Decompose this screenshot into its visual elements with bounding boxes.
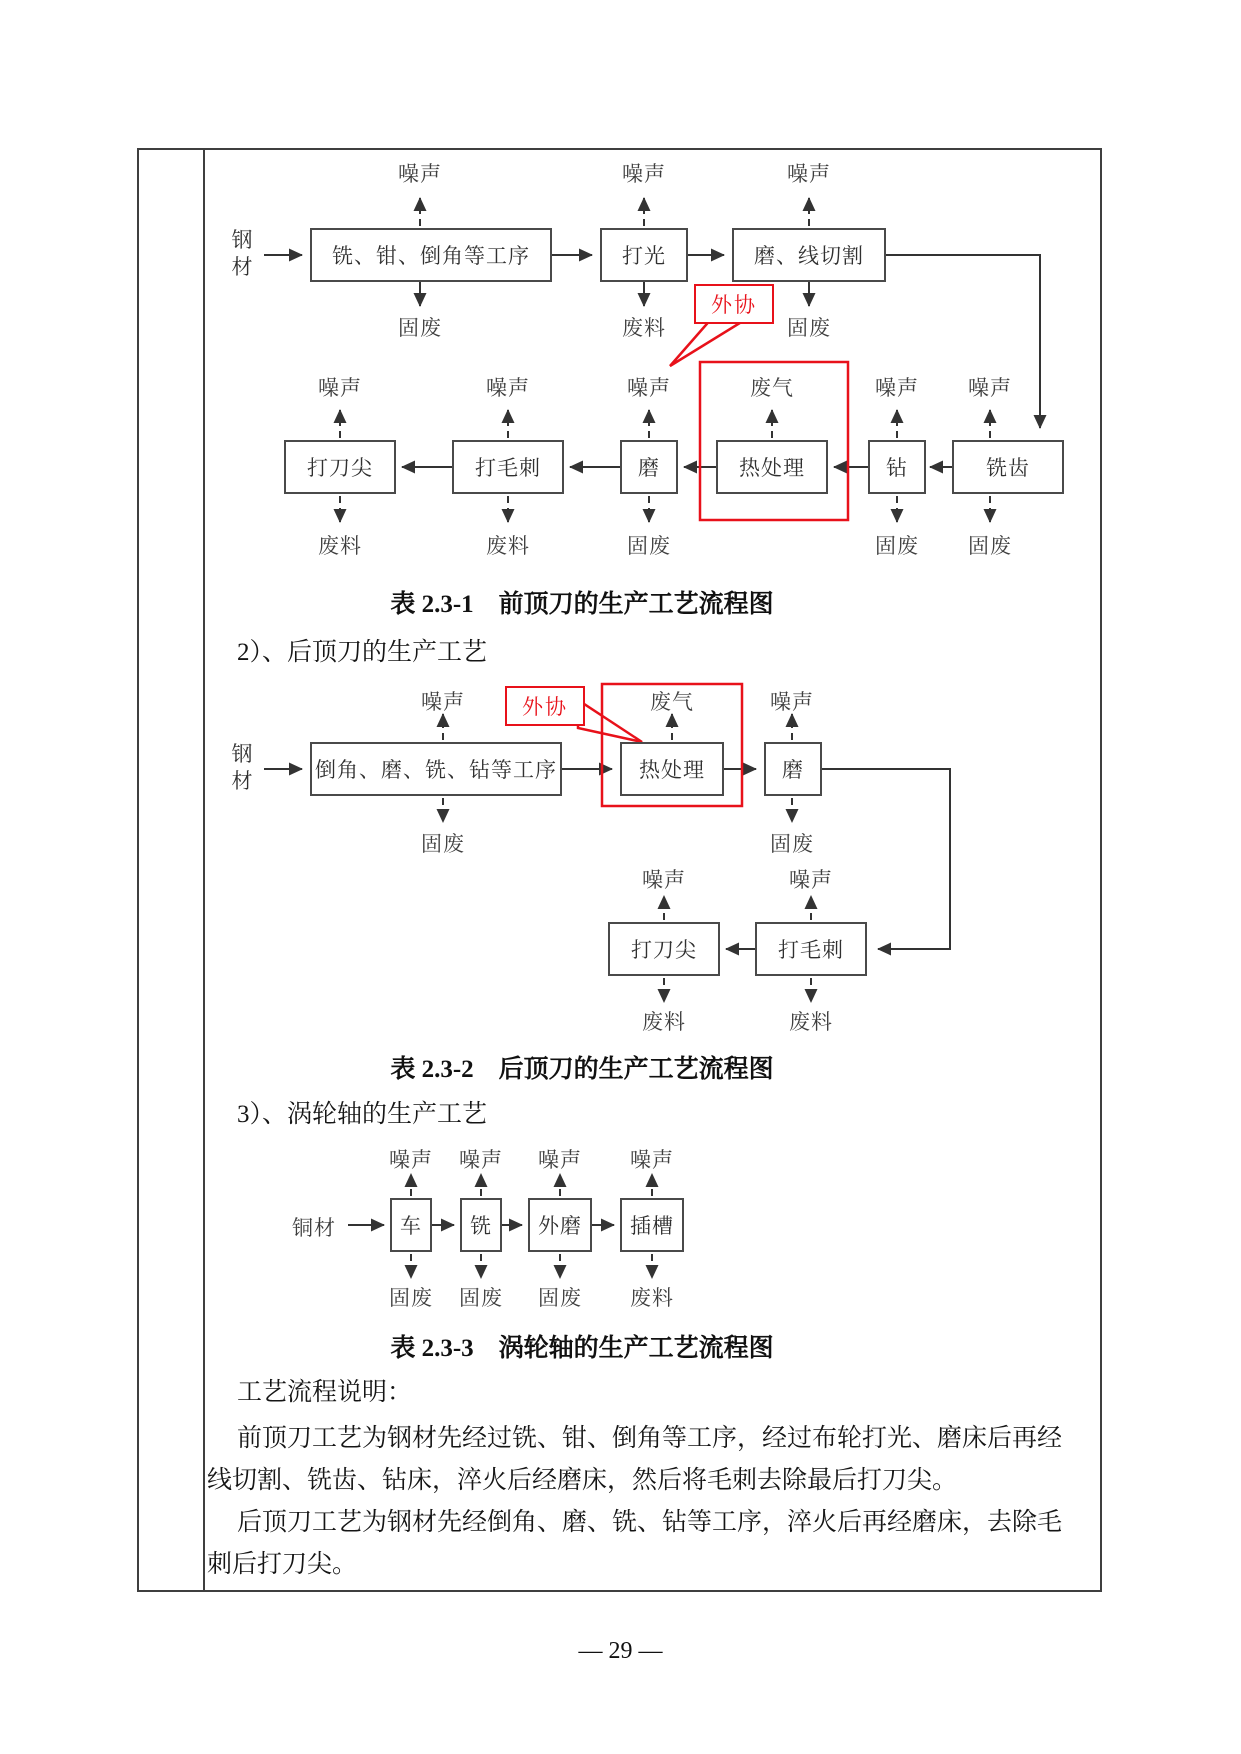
emission-label-noise: 噪声 [486,376,530,400]
paragraph-line: 后顶刀工艺为钢材先经倒角、磨、铣、钻等工序，淬火后再经磨床，去除毛 [237,1509,1063,1536]
emission-label-noise: 噪声 [642,868,686,892]
process-box: 车 [390,1198,432,1252]
outsource-callout-tail-1 [670,318,748,366]
emission-label-noise: 噪声 [787,162,831,186]
table-caption-1: 表 2.3-1 前顶刀的生产工艺流程图 [390,591,774,618]
emission-label-noise: 噪声 [968,376,1012,400]
emission-label-noise: 噪声 [875,376,919,400]
process-description-title: 工艺流程说明： [237,1379,413,1406]
process-box: 打光 [600,228,688,282]
emission-label-noise: 噪声 [630,1148,674,1172]
process-box: 铣齿 [952,440,1064,494]
output-label-solid-waste: 固废 [787,316,831,340]
output-label-solid-waste: 固废 [389,1286,433,1310]
emission-label-noise: 噪声 [398,162,442,186]
process-box: 铣、钳、倒角等工序 [310,228,552,282]
page-number: — 29 — [578,1638,663,1664]
material-char: 钢 [231,228,253,252]
emission-label-noise: 噪声 [770,690,814,714]
output-label-solid-waste: 固废 [398,316,442,340]
outsource-callout-tail-2 [578,700,642,742]
output-label-scrap: 废料 [622,316,666,340]
material-char: 钢 [231,742,253,766]
paragraph-line: 刺后打刀尖。 [207,1551,358,1578]
material-label-steel-1 [224,227,260,281]
output-label-solid-waste: 固废 [770,832,814,856]
process-box: 热处理 [620,742,724,796]
emission-label-noise: 噪声 [538,1148,582,1172]
emission-label-noise: 噪声 [459,1148,503,1172]
emission-label-noise: 噪声 [789,868,833,892]
output-label-scrap: 废料 [630,1286,674,1310]
process-box: 打毛刺 [452,440,564,494]
output-label-solid-waste: 固废 [627,534,671,558]
material-label-copper: 铜材 [292,1216,336,1240]
section-heading-3: 3）、涡轮轴的生产工艺 [237,1101,488,1128]
process-box: 钻 [868,440,926,494]
output-label-solid-waste: 固废 [538,1286,582,1310]
section-heading-2: 2）、后顶刀的生产工艺 [237,639,488,666]
process-box: 磨 [764,742,822,796]
output-label-solid-waste: 固废 [875,534,919,558]
emission-label-noise: 噪声 [389,1148,433,1172]
process-box: 打刀尖 [608,922,720,976]
output-label-scrap: 废料 [642,1010,686,1034]
process-box: 热处理 [716,440,828,494]
emission-label-noise: 噪声 [318,376,362,400]
material-label-steel-2 [224,741,260,795]
emission-label-noise: 噪声 [421,690,465,714]
process-box: 插槽 [620,1198,684,1252]
output-label-solid-waste: 固废 [421,832,465,856]
process-box: 打毛刺 [755,922,867,976]
process-box: 铣 [460,1198,502,1252]
emission-label-noise: 噪声 [622,162,666,186]
emission-label-noise: 噪声 [627,376,671,400]
process-box: 外磨 [528,1198,592,1252]
process-box: 磨 [620,440,678,494]
material-char: 材 [231,769,253,793]
material-char: 材 [231,255,253,279]
output-label-scrap: 废料 [789,1010,833,1034]
output-label-solid-waste: 固废 [968,534,1012,558]
table-caption-3: 表 2.3-3 涡轮轴的生产工艺流程图 [390,1335,774,1362]
outsource-callout-2: 外协 [505,686,585,726]
process-box: 磨、线切割 [732,228,886,282]
output-label-scrap: 废料 [318,534,362,558]
output-label-solid-waste: 固废 [459,1286,503,1310]
paragraph-line: 前顶刀工艺为钢材先经过铣、钳、倒角等工序，经过布轮打光、磨床后再经 [237,1425,1063,1452]
output-label-scrap: 废料 [486,534,530,558]
outsource-callout-1: 外协 [694,284,774,324]
process-box: 打刀尖 [284,440,396,494]
process-box: 倒角、磨、铣、钻等工序 [310,742,562,796]
emission-label-waste-gas: 废气 [650,690,694,714]
emission-label-waste-gas: 废气 [750,376,794,400]
table-caption-2: 表 2.3-2 后顶刀的生产工艺流程图 [390,1056,774,1083]
paragraph-line: 线切割、铣齿、钻床，淬火后经磨床，然后将毛刺去除最后打刀尖。 [207,1467,958,1494]
